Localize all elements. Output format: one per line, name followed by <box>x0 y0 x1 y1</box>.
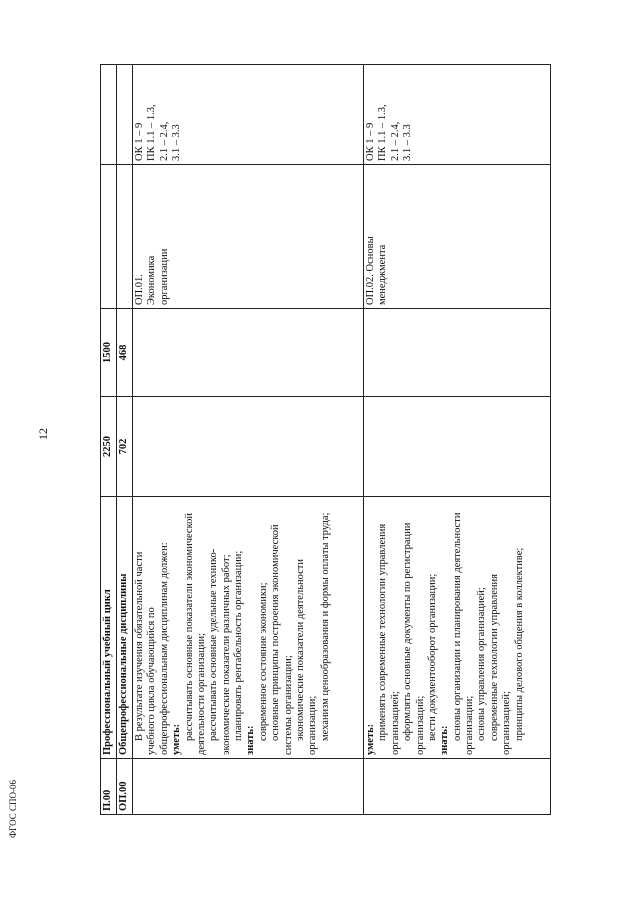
skill-line: деятельности организации; <box>195 632 207 755</box>
empty-cell <box>133 309 364 397</box>
table-row <box>364 65 551 815</box>
footer-code: ФГОС СПО-06 <box>8 780 18 838</box>
intro-line: учебного цикла обучающийся по <box>146 607 158 755</box>
competency-line: 2.1 – 2.4, <box>158 121 170 161</box>
discipline-line: Экономика <box>146 255 158 305</box>
competency-line: ОК 1 – 9 <box>134 122 145 161</box>
competency-line: ПК 1.1 – 1.3, <box>377 104 389 161</box>
empty-cell <box>117 165 133 309</box>
intro-line: В результате изучения обязательной части <box>134 551 145 741</box>
knowledge-line: основы организации и планирования деятельности <box>451 512 463 741</box>
skill-line: организаций; <box>414 695 426 755</box>
knowledge-line: основные принципы построения экономической <box>270 524 282 741</box>
group-hours-class: 468 <box>117 309 133 397</box>
curriculum-table <box>100 64 551 815</box>
skill-line: применять современные технологии управления <box>377 523 389 741</box>
knowledge-line: принципы делового общения в коллективе; <box>513 547 525 741</box>
empty-cell <box>364 397 551 497</box>
empty-cell <box>101 165 117 309</box>
page-number: 12 <box>36 428 50 440</box>
empty-cell <box>117 65 133 165</box>
empty-cell <box>364 309 551 397</box>
table-row <box>117 65 133 815</box>
znat-label: знать: <box>439 725 451 755</box>
competency-line: ОК 1 – 9 <box>365 122 376 161</box>
requirements-cell <box>364 497 551 759</box>
competency-line: 3.1 – 3.3 <box>171 124 183 161</box>
knowledge-line: организацией; <box>501 691 513 755</box>
cycle-name: Профессиональный учебный цикл <box>101 497 117 759</box>
knowledge-line: механизм ценообразования и формы оплаты труда; <box>319 512 331 741</box>
znat-label: знать: <box>245 725 257 755</box>
table-row <box>133 65 364 815</box>
cycle-hours-max: 2250 <box>101 397 117 497</box>
group-hours-max: 702 <box>117 397 133 497</box>
knowledge-line: современное состояние экономики; <box>257 582 269 741</box>
knowledge-line: основы управления организацией; <box>476 587 488 741</box>
knowledge-line: системы организации; <box>282 655 294 755</box>
skill-line: рассчитывать основные удельные технико- <box>208 548 220 741</box>
knowledge-line: экономические показатели деятельности <box>294 559 306 741</box>
discipline-cell <box>133 165 364 309</box>
table-row <box>101 65 117 815</box>
competency-line: 2.1 – 2.4, <box>389 121 401 161</box>
group-code: ОП.00 <box>117 759 133 815</box>
discipline-line: ОП.02. Основы <box>365 236 376 305</box>
rotated-table-wrapper <box>100 65 620 815</box>
competency-line: 3.1 – 3.3 <box>402 124 414 161</box>
skill-line: вести документооборот организации; <box>426 573 438 741</box>
skill-line: оформлять основные документы по регистрации <box>402 522 414 741</box>
empty-cell <box>364 759 551 815</box>
knowledge-line: организации; <box>307 695 319 755</box>
empty-cell <box>133 397 364 497</box>
skill-line: экономические показатели различных работ; <box>220 554 232 755</box>
skill-line: рассчитывать основные показатели экономической <box>183 512 195 741</box>
requirements-cell <box>133 497 364 759</box>
discipline-line: организации <box>158 248 170 305</box>
discipline-line: ОП.01. <box>134 274 145 305</box>
umet-label: уметь: <box>171 723 183 755</box>
umet-label: уметь: <box>365 723 376 755</box>
intro-line: общепрофессиональным дисциплинам должен: <box>158 542 170 755</box>
cycle-hours-class: 1500 <box>101 309 117 397</box>
group-name: Общепрофессиональные дисциплины <box>117 497 133 759</box>
competencies-cell <box>133 65 364 165</box>
skill-line: планировать рентабельность организации; <box>233 550 244 741</box>
empty-cell <box>101 65 117 165</box>
knowledge-line: современные технологии управления <box>488 574 500 741</box>
skill-line: организацией; <box>389 691 401 755</box>
competency-line: ПК 1.1 – 1.3, <box>146 104 158 161</box>
competencies-cell <box>364 65 551 165</box>
empty-cell <box>133 759 364 815</box>
knowledge-line: организации; <box>464 695 475 755</box>
cycle-code: П.00 <box>101 759 117 815</box>
discipline-line: менеджмента <box>377 244 389 305</box>
discipline-cell <box>364 165 551 309</box>
